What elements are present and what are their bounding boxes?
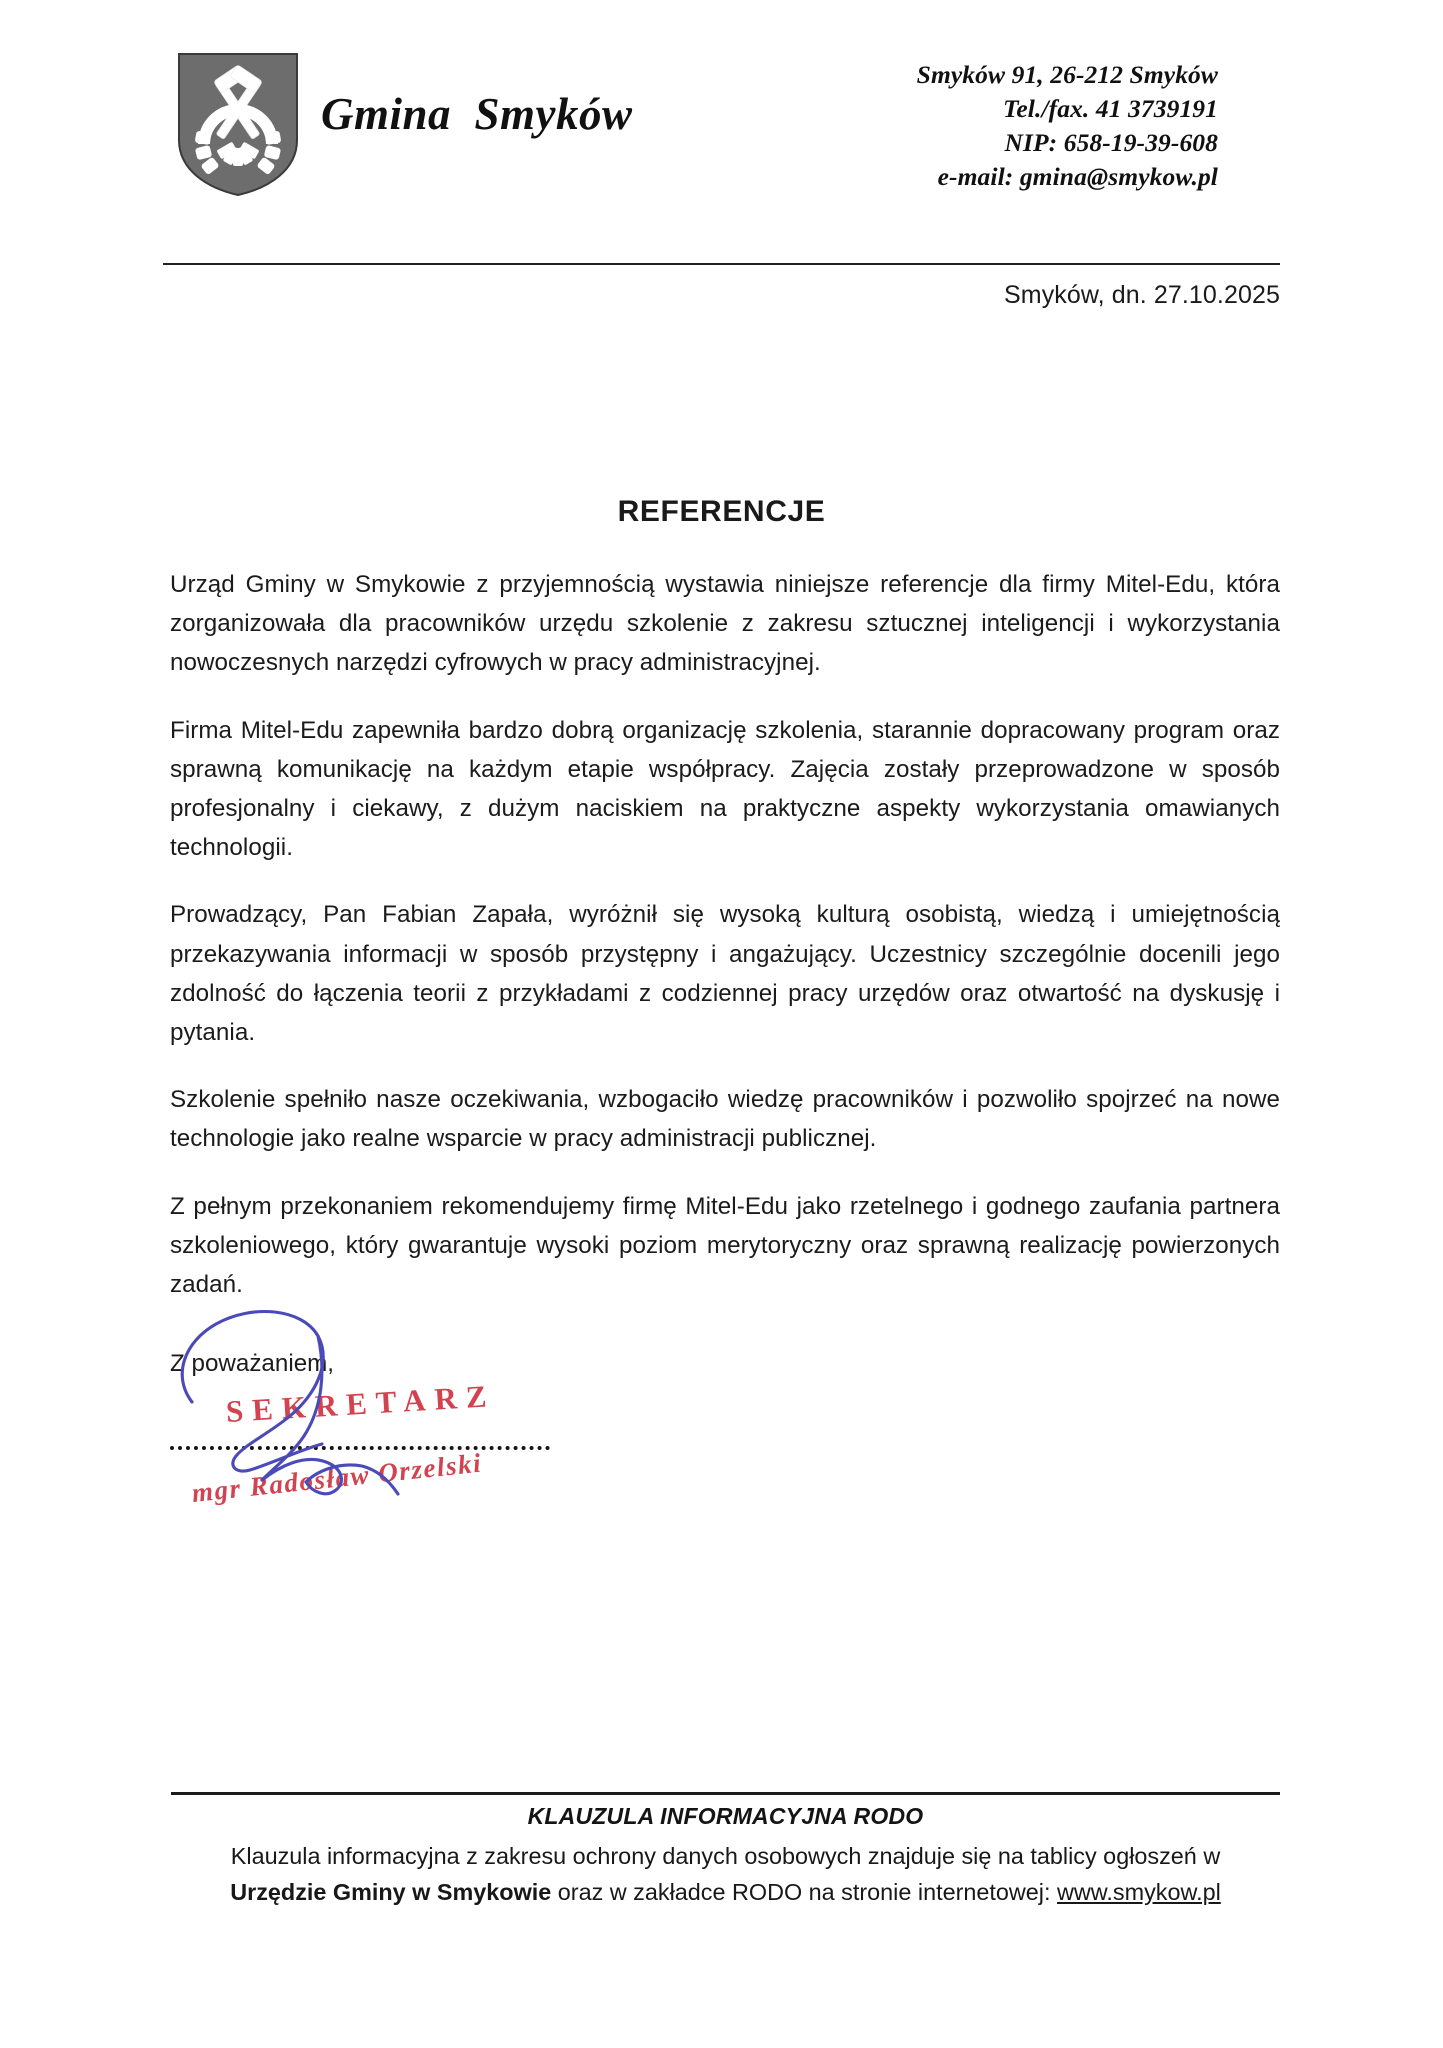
paragraph: Urząd Gminy w Smykowie z przyjemnością wystawia niniejsze referencje dla firmy Mitel-Edu, która zorganizowała dla pracowników urzędu szkolenie z zakresu sztucznej inteligencji i wykorzystania nowoczesnych narzędzi cyfrowych w pracy administracyjnej. — [170, 571, 1280, 677]
footer-website-link[interactable]: www.smykow.pl — [1057, 1878, 1221, 1905]
footer-line-2: oraz w zakładce RODO na stronie internetowej: — [551, 1878, 1058, 1905]
letter-body — [170, 565, 1280, 1304]
page-title: REFERENCJE — [617, 495, 826, 528]
contact-phone: Tel./fax. 41 3739191 — [1003, 93, 1218, 123]
date-line: Smyków, dn. 27.10.2025 — [1004, 281, 1280, 309]
contact-nip: NIP: 658-19-39-608 — [1004, 127, 1218, 157]
closing-salutation: Z poważaniem, — [170, 1350, 335, 1377]
stamp-title: SEKRETARZ — [224, 1378, 497, 1429]
paragraph: Szkolenie spełniło nasze oczekiwania, wzbogaciło wiedzę pracowników i pozwoliło spojrzeć na nowe technologie jako realne wsparcie w pracy administracji publicznej. — [170, 1086, 1280, 1153]
footer-office-name: Urzędzie Gminy w Smykowie — [230, 1878, 552, 1905]
footer-divider — [171, 1792, 1280, 1795]
contact-address: Smyków 91, 26-212 Smyków — [916, 60, 1218, 89]
organization-name: Gmina Smyków — [321, 89, 633, 139]
contact-email: e-mail: gmina@smykow.pl — [937, 161, 1218, 191]
stamp-name: mgr Radosław Orzelski — [190, 1447, 484, 1508]
signature-dotted-line — [170, 1446, 550, 1450]
letterhead — [163, 48, 1280, 203]
contact-details — [633, 48, 1280, 194]
rodo-footer — [171, 1803, 1280, 1910]
header-divider — [163, 263, 1280, 265]
official-stamp — [180, 1378, 580, 1538]
paragraph: Prowadzący, Pan Fabian Zapała, wyróżnił się wysoką kulturą osobistą, wiedzą i umiejętnością przekazywania informacji w sposób przystępny i angażujący. Uczestnicy szczególnie docenili jego zdolność do łączenia teorii z przykładami z codziennej pracy urzędów oraz otwartość na dyskusję i pytania. — [170, 901, 1280, 1047]
footer-text — [171, 1839, 1280, 1910]
coat-of-arms-icon — [177, 52, 299, 197]
footer-line-1: Klauzula informacyjna z zakresu ochrony danych osobowych znajduje się na tablicy ogłoszeń w — [230, 1843, 1221, 1869]
signature-block — [170, 1322, 730, 1552]
paragraph: Z pełnym przekonaniem rekomendujemy firmę Mitel-Edu jako rzetelnego i godnego zaufania partnera szkoleniowego, który gwarantuje wysoki poziom merytoryczny oraz sprawną realizację powierzonych zadań. — [170, 1192, 1280, 1299]
paragraph: Firma Mitel-Edu zapewniła bardzo dobrą organizację szkolenia, starannie dopracowany program oraz sprawną komunikację na każdym etapie współpracy. Zajęcia zostały przeprowadzone w sposób profesjonalny i ciekawy, z dużym naciskiem na praktyczne aspekty wykorzystania omawianych technologii. — [170, 716, 1280, 862]
footer-heading: KLAUZULA INFORMACYJNA RODO — [527, 1803, 924, 1829]
crest-container — [163, 48, 313, 197]
